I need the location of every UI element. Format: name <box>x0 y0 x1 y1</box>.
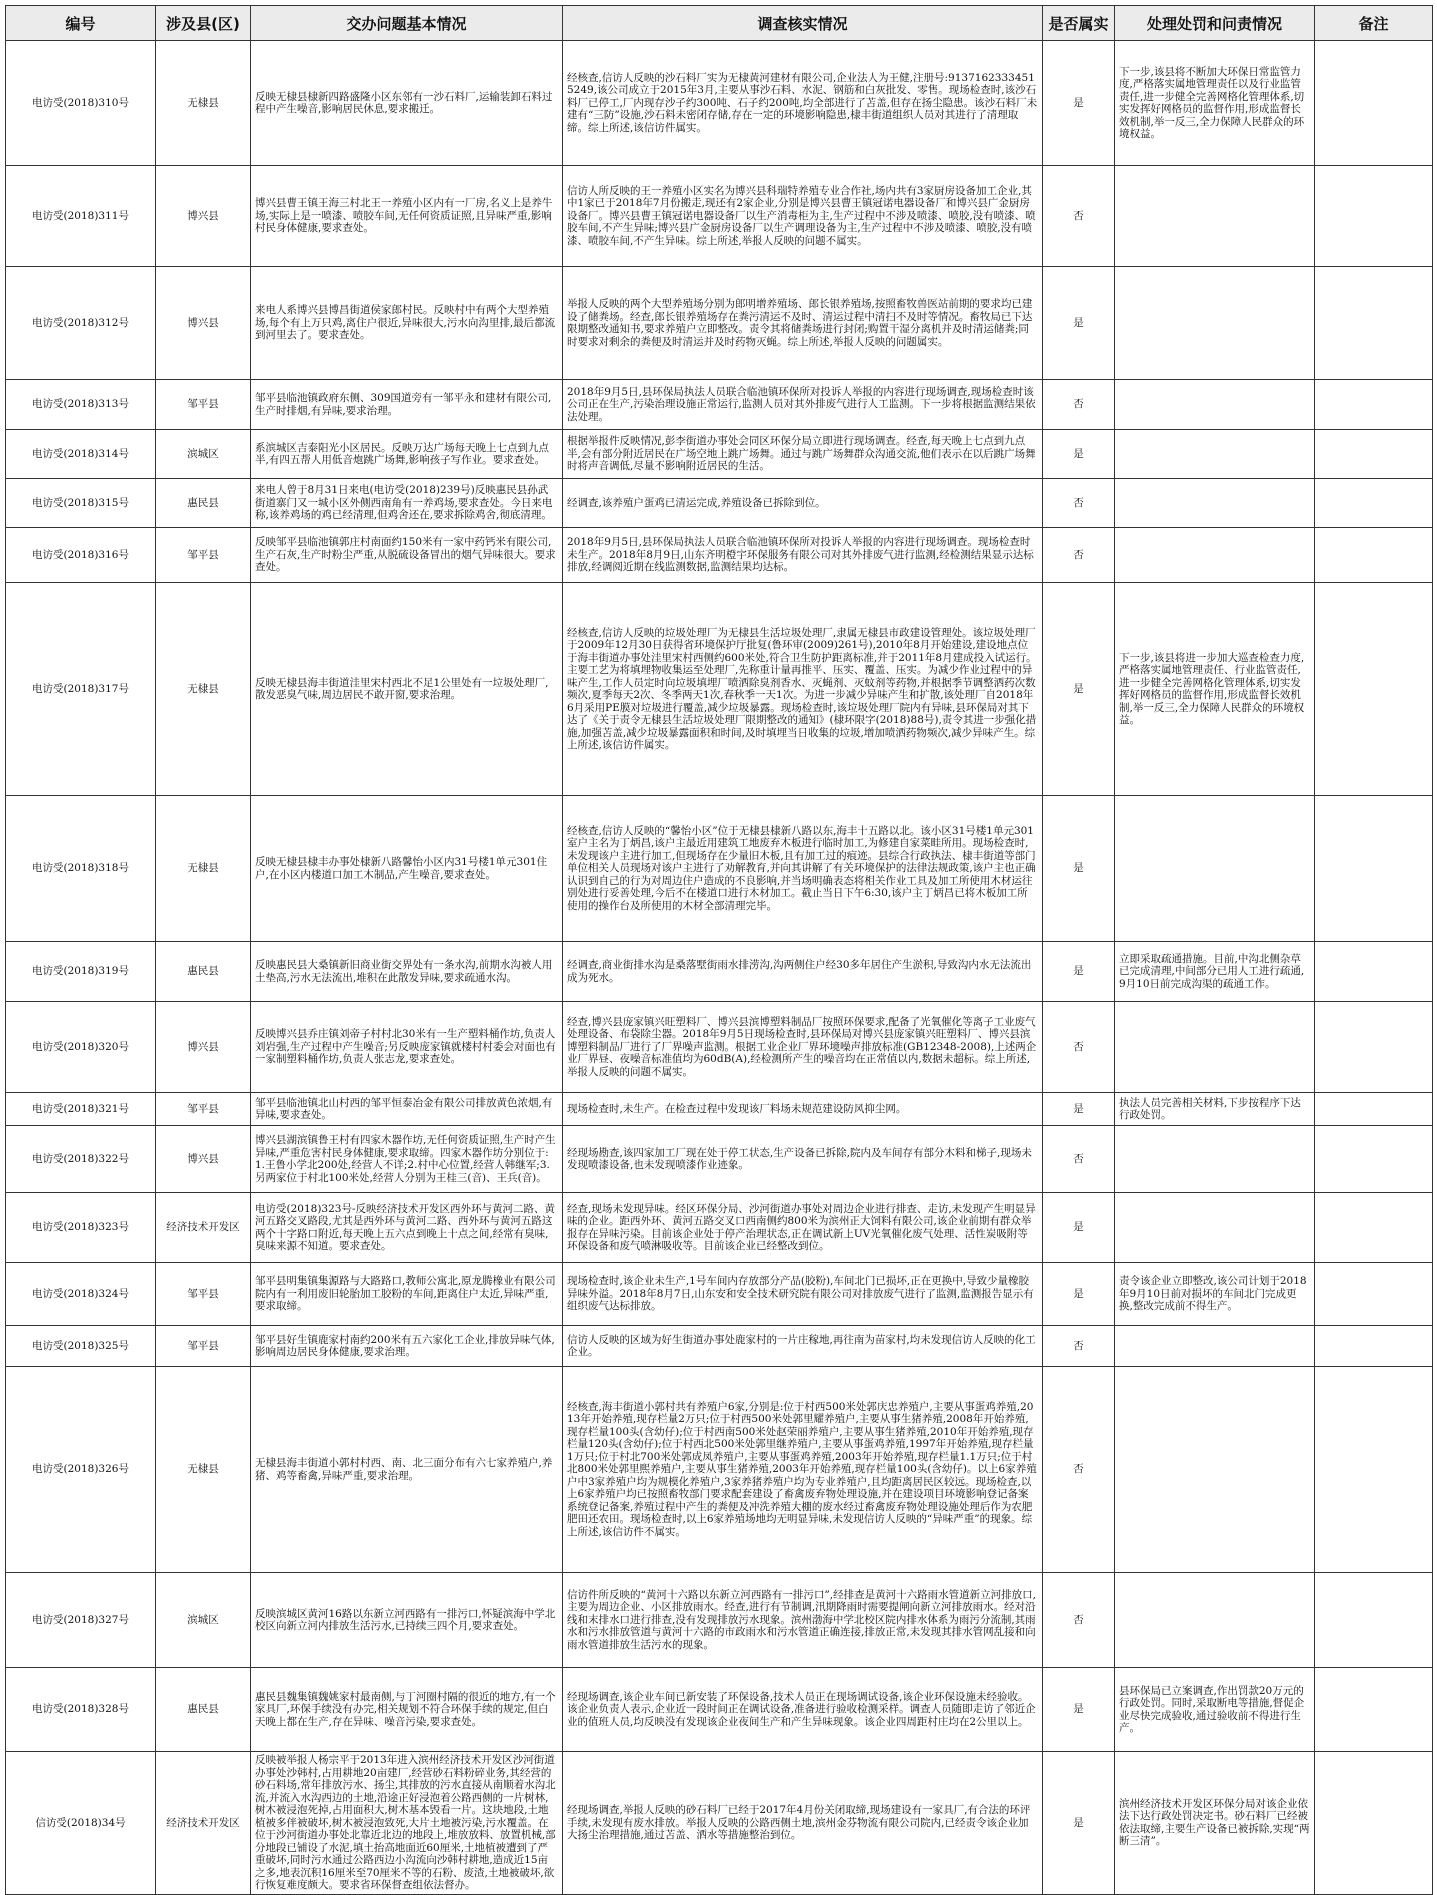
row-code: 电访受(2018)317号 <box>6 583 156 796</box>
row-flag: 是 <box>1043 1193 1115 1263</box>
row-issue: 反映无棣县棣丰办事处棣新八路馨怡小区内31号楼1单元301住户,在小区内楼道口加工木制品,产生噪音,要求查处。 <box>251 796 563 942</box>
row-code: 电访受(2018)316号 <box>6 528 156 583</box>
row-note <box>1315 1573 1433 1668</box>
row-handle <box>1115 1573 1315 1668</box>
row-flag: 是 <box>1043 1093 1115 1126</box>
table-row <box>6 1193 1433 1263</box>
row-flag: 是 <box>1043 796 1115 942</box>
row-code: 电访受(2018)313号 <box>6 380 156 430</box>
row-county: 惠民县 <box>156 942 251 1002</box>
row-issue: 邹平县临池镇北山村西的邹平恒泰冶金有限公司排放黄色浓烟,有异味,要求查处。 <box>251 1093 563 1126</box>
row-flag: 否 <box>1043 1126 1115 1193</box>
table-row <box>6 1573 1433 1668</box>
row-flag: 否 <box>1043 1326 1115 1367</box>
row-note <box>1315 479 1433 528</box>
row-issue: 反映无棣县海丰街道洼里宋村西北不足1公里处有一垃圾处理厂,散发恶臭气味,周边居民不敢开窗,要求治理。 <box>251 583 563 796</box>
row-note <box>1315 1126 1433 1193</box>
row-handle <box>1115 1193 1315 1263</box>
row-county: 博兴县 <box>156 166 251 267</box>
row-flag: 否 <box>1043 380 1115 430</box>
header-row <box>6 6 1433 41</box>
row-county: 滨城区 <box>156 430 251 479</box>
row-flag: 是 <box>1043 1752 1115 1895</box>
table-row <box>6 796 1433 942</box>
row-flag: 是 <box>1043 267 1115 380</box>
row-verify: 根据举报件反映情况,彭李街道办事处会同区环保分局立即进行现场调查。经查,每天晚上七点到九点半,会有部分附近居民在广场空地上跳广场舞。通过与跳广场舞群众沟通交流,他们表示在以后跳广场舞时将声音调低,尽量不影响附近居民的生活。 <box>563 430 1043 479</box>
row-county: 博兴县 <box>156 267 251 380</box>
row-county: 无棣县 <box>156 41 251 166</box>
row-handle <box>1115 528 1315 583</box>
row-county: 博兴县 <box>156 1126 251 1193</box>
row-county: 惠民县 <box>156 479 251 528</box>
col-header-note: 备注 <box>1315 6 1433 41</box>
col-header-flag: 是否属实 <box>1043 6 1115 41</box>
row-verify: 经查,博兴县庞家镇兴旺塑料厂、博兴县滨博塑料制品厂按照环保要求,配备了光氧催化等离子工业废气处理设备、布袋除尘器。2018年9月5日现场检查时,县环保局对博兴县庞家镇兴旺塑料厂、博兴县滨博塑料制品厂进行了厂界噪声监测。根据工业企业厂界环境噪声排放标准(GB12348-2008),上述两企业厂界昼、夜噪音标准值均为60dB(A),经检测所产生的噪音均在正常值以内,数据未超标。综上所述,举报人反映的问题不属实。 <box>563 1002 1043 1093</box>
row-code: 电访受(2018)312号 <box>6 267 156 380</box>
row-flag: 否 <box>1043 1367 1115 1573</box>
row-issue: 来电人曾于8月31日来电(电访受(2018)239号)反映惠民县孙武街道寨门又一城小区外侧西南角有一养鸡场,要求查处。今日来电称,该养鸡场的鸡已经清理,但鸡舍还在,要求拆除鸡舍,彻底清理。 <box>251 479 563 528</box>
row-verify: 信访人反映的区域为好生街道办事处鹿家村的一片庄稼地,再往南为苗家村,均未发现信访人反映的化工企业。 <box>563 1326 1043 1367</box>
row-flag: 否 <box>1043 528 1115 583</box>
row-note <box>1315 942 1433 1002</box>
row-verify: 现场检查时,未生产。在检查过程中发现该厂料场未规范建设防风抑尘网。 <box>563 1093 1043 1126</box>
row-issue: 邹平县临池镇政府东侧、309国道旁有一邹平永和建材有限公司,生产时排烟,有异味,要求治理。 <box>251 380 563 430</box>
row-issue: 来电人系博兴县博昌街道侯家郎村民。反映村中有两个大型养殖场,每个有上万只鸡,离住户很近,异味很大,污水向沟里排,最后都流到河里去了。要求查处。 <box>251 267 563 380</box>
row-county: 邹平县 <box>156 1263 251 1326</box>
table-row <box>6 430 1433 479</box>
row-verify: 经核查,信访人反映的“馨怡小区”位于无棣县棣新八路以东,海丰十五路以北。该小区31号楼1单元301室户主名为丁炳昌,该户主最近用建筑工地废弃木板进行临时加工,为修建自家菜畦所用。现场检查时,未发现该户主进行加工,但现场存在少量旧木板,且有加工过的痕迹。县综合行政执法、棣丰街道等部门单位相关人员现场对该户主进行了劝解教育,并向其讲解了有关环境保护的法律法规政策,该户主也正确认识到自己的行为对周边住户造成的不良影响,并当场明确表态将相关作业工具及加工所使用木材运往别处进行妥善处理,今后不在楼道口进行木材加工。截止当日下午6:30,该户主丁炳昌已将木板加工所使用的操作台及所使用的木材全部清理完毕。 <box>563 796 1043 942</box>
row-code: 电访受(2018)311号 <box>6 166 156 267</box>
table-row <box>6 479 1433 528</box>
row-handle <box>1115 1367 1315 1573</box>
row-code: 电访受(2018)314号 <box>6 430 156 479</box>
row-note <box>1315 528 1433 583</box>
row-note <box>1315 1367 1433 1573</box>
row-county: 无棣县 <box>156 1367 251 1573</box>
row-code: 电访受(2018)325号 <box>6 1326 156 1367</box>
row-note <box>1315 166 1433 267</box>
row-code: 电访受(2018)327号 <box>6 1573 156 1668</box>
row-handle: 滨州经济技术开发区环保分局对该企业依法下达行政处罚决定书。砂石料厂已经被依法取缔,主要生产设备已被拆除,实现“两断三清”。 <box>1115 1752 1315 1895</box>
row-code: 电访受(2018)323号 <box>6 1193 156 1263</box>
row-issue: 系滨城区吉泰阳光小区居民。反映万达广场每天晚上七点到九点半,有四五帮人用低音炮跳广场舞,影响孩子写作业。要求查处。 <box>251 430 563 479</box>
row-county: 邹平县 <box>156 380 251 430</box>
row-verify: 2018年9月5日,县环保局执法人员联合临池镇环保所对投诉人举报的内容进行现场调查,现场检查时该公司正在生产,污染治理设施正常运行,监测人员对其外排废气进行人工监测。下一步将根据监测结果依法处理。 <box>563 380 1043 430</box>
row-code: 电访受(2018)321号 <box>6 1093 156 1126</box>
table-row <box>6 41 1433 166</box>
row-issue: 反映无棣县棣新四路盛隆小区东邻有一沙石料厂,运输装卸石料过程中产生噪音,影响居民休息,要求搬迁。 <box>251 41 563 166</box>
col-header-handle: 处理处罚和问责情况 <box>1115 6 1315 41</box>
table-row <box>6 583 1433 796</box>
row-code: 信访受(2018)34号 <box>6 1752 156 1895</box>
row-verify: 经现场调查,举报人反映的砂石料厂已经于2017年4月份关闭取缔,现场建设有一家具厂,有合法的环评手续,未发现有废水排放。举报人反映的公路西侧土地,滨州金芬物流有限公司院内,已经责令该企业加大扬尘治理措施,通过苫盖、洒水等措施整治到位。 <box>563 1752 1043 1895</box>
row-handle: 立即采取疏通措施。目前,中沟北侧杂草已完成清理,中间部分已用人工进行疏通,9月10日前完成沟渠的疏通工作。 <box>1115 942 1315 1002</box>
row-verify: 经现场调查,该企业车间已新安装了环保设备,技术人员正在现场调试设备,该企业环保设施未经验收。该企业负责人表示,企业近一段时间正在调试设备,准备进行验收检测采样。调查人员随即走访了邻近企业的值班人员,均反映没有发现该企业夜间生产和产生异味现象。该企业四周距村庄均在2公里以上。 <box>563 1668 1043 1752</box>
row-county: 邹平县 <box>156 528 251 583</box>
table-row <box>6 1002 1433 1093</box>
row-handle: 县环保局已立案调查,作出罚款20万元的行政处罚。同时,采取断电等措施,督促企业尽快完成验收,通过验收前不得进行生产。 <box>1115 1668 1315 1752</box>
row-code: 电访受(2018)320号 <box>6 1002 156 1093</box>
row-handle <box>1115 166 1315 267</box>
report-table <box>5 5 1433 1895</box>
row-county: 惠民县 <box>156 1668 251 1752</box>
row-handle: 执法人员完善相关材料,下步按程序下达行政处罚。 <box>1115 1093 1315 1126</box>
row-note <box>1315 1002 1433 1093</box>
col-header-code: 编号 <box>6 6 156 41</box>
row-county: 无棣县 <box>156 583 251 796</box>
row-code: 电访受(2018)326号 <box>6 1367 156 1573</box>
row-code: 电访受(2018)310号 <box>6 41 156 166</box>
row-code: 电访受(2018)322号 <box>6 1126 156 1193</box>
row-issue: 反映滨城区黄河16路以东新立河西路有一排污口,怀疑滨海中学北校区向新立河内排放生活污水,已持续三四个月,要求查处。 <box>251 1573 563 1668</box>
row-flag: 否 <box>1043 1002 1115 1093</box>
row-flag: 是 <box>1043 41 1115 166</box>
row-note <box>1315 41 1433 166</box>
row-issue: 反映被举报人杨宗平于2013年进入滨州经济技术开发区沙河街道办事处沙韩村,占用耕地20亩建厂,经营砂石料粉碎业务,其经营的砂石料场,常年排放污水、扬尘,其排放的污水直接从南顺着水沟北流,并流入水沟西边的土地,沿途正好浸泡着公路西侧的一片树林,树木被浸泡死掉,占用面积大,树木基本毁看一片。这块地段,土地植被多伴被破坏,树木被浸泡致死,大片土地被污染,污水覆盖。在位于沙河街道办事处北靠近北边的地段上,堆放放料、放置机械,部分地段已铺设了水泥,填土抬高地面近60厘米,土地植被遭到了严重破坏,同时污水通过公路西边小沟流向沙韩村耕地,造成近15亩之多,地表沉积16厘米至70厘米不等的石粉、废渣,土地被破坏,欲行恢复难度颇大。要求省环保督查组依法督办。 <box>251 1752 563 1895</box>
row-code: 电访受(2018)328号 <box>6 1668 156 1752</box>
row-handle: 责令该企业立即整改,该公司计划于2018年9月10日前对损坏的车间北门完成更换,整改完成前不得生产。 <box>1115 1263 1315 1326</box>
row-issue: 博兴县曹王镇王海三村北王一养殖小区内有一厂房,名义上是养牛场,实际上是一喷漆、喷胶车间,无任何资质证照,且异味严重,影响村民身体健康,要求查处。 <box>251 166 563 267</box>
table-row <box>6 1126 1433 1193</box>
row-verify: 经查,现场未发现异味。经区环保分局、沙河街道办事处对周边企业进行排查、走访,未发现产生明显异味的企业。距西外环、黄河五路交叉口西南侧约800米为滨州正大饲料有限公司,该企业前期有群众举报存在异味污染。目前该企业处于停产治理状态,正在调试新上UV光氧催化废气处理、活性炭吸附等环保设备和废气喷淋吸收等。目前该企业已经整改到位。 <box>563 1193 1043 1263</box>
row-verify: 经核查,海丰街道小郭村共有养殖户6家,分别是:位于村西500米处郭庆忠养殖户,主要从事蛋鸡养殖,2013年开始养殖,现存栏量2万只;位于村西500米处郭里耀养殖户,主要从事生猪养殖,2008年开始养殖,现存栏量100头(含幼仔);位于村西南500米处赵荣丽养殖户,主要从事生猪养殖,2010年开始养殖,现存栏量120头(含幼仔);位于村西北500米处郭里继养殖户,主要从事蛋鸡养殖,1997年开始养殖,现存栏量1万只;位于村北700米处郭成凤养殖户,主要从事蛋鸡养殖,2003年开始养殖,现存栏量1.1万只;位于村北800米处郭里熙养殖户,主要从事生猪养殖,2003年开始养殖,现存栏量100头(含幼仔)。以上6家养殖户中3家养殖户均为规模化养殖户,3家养猪养殖户均为专业养殖户,且均距离居民区较远。现场检查,以上6家养殖户均已按照畜牧部门要求配套建设了畜禽废弃物处理设施,并在建设项目环境影响登记备案系统登记备案,养殖过程中产生的粪便及冲洗养殖大棚的废水经过畜禽废弃物处理设施处理后作为农肥肥田还农田。现场检查时,以上6家养殖场地均无明显异味,未发现信访人反映的“异味严重”的现象。综上所述,该信访件不属实。 <box>563 1367 1043 1573</box>
row-verify: 经调查,商业街排水沟是桑落墅街雨水排涝沟,沟两侧住户经30多年居住产生淤积,导致沟内水无法流出成为死水。 <box>563 942 1043 1002</box>
row-issue: 惠民县魏集镇魏姚家村最南侧,与丁河圈村隔的很近的地方,有一个家具厂,环保手续没有办完,相关规划不符合环保手续的规定,但白天晚上都在生产,存在异味、噪音污染,要求查处。 <box>251 1668 563 1752</box>
row-handle <box>1115 796 1315 942</box>
row-note <box>1315 1752 1433 1895</box>
row-verify: 经现场勘查,该四家加工厂现在处于停工状态,生产设备已拆除,院内及车间存有部分木料和梯子,现场未发现喷漆设备,也未发现喷漆作业迹象。 <box>563 1126 1043 1193</box>
row-note <box>1315 1668 1433 1752</box>
table-row <box>6 1752 1433 1895</box>
row-county: 经济技术开发区 <box>156 1752 251 1895</box>
row-code: 电访受(2018)315号 <box>6 479 156 528</box>
table-row <box>6 1263 1433 1326</box>
col-header-county: 涉及县(区) <box>156 6 251 41</box>
row-verify: 信访件所反映的“黄河十六路以东新立河西路有一排污口”,经排查是黄河十六路雨水管道新立河排放口,主要为周边企业、小区排放雨水。经查,进行有节制调,汛期降雨时需要提闸向新立河排放雨水。经对沿线和末排水口进行排查,没有发现排放污水现象。滨州渤海中学北校区院内排水体系为雨污分流制,其雨水和污水排放管道与黄河十六路的市政雨水和污水管道正确连接,排放正常,未发现其排水管网乱接和向雨水管道排放生活污水的现象。 <box>563 1573 1043 1668</box>
row-flag: 否 <box>1043 479 1115 528</box>
row-verify: 现场检查时,该企业未生产,1号车间内存放部分产品(胶粉),车间北门已损坏,正在更换中,导致少量橡胶异味外溢。2018年8月7日,山东安和安全技术研究院有限公司对排放废气进行了监测,监测报告显示有组织废气达标排放。 <box>563 1263 1043 1326</box>
row-note <box>1315 1093 1433 1126</box>
row-county: 无棣县 <box>156 796 251 942</box>
row-flag: 是 <box>1043 583 1115 796</box>
row-issue: 邹平县明集镇集源路与大路路口,教师公寓北,原龙腾橡业有限公司院内有一利用废旧轮胎加工胶粉的车间,距离住户太近,异味严重,要求取缔。 <box>251 1263 563 1326</box>
col-header-verify: 调查核实情况 <box>563 6 1043 41</box>
row-county: 邹平县 <box>156 1326 251 1367</box>
row-code: 电访受(2018)318号 <box>6 796 156 942</box>
row-handle: 下一步,该县将不断加大环保日常监管力度,严格落实属地管理责任以及行业监管责任,进一步健全完善网格化管理体系,切实发挥好网格员的监督作用,形成监督长效机制,举一反三,全力保障人民群众的环境权益。 <box>1115 41 1315 166</box>
row-note <box>1315 1193 1433 1263</box>
row-issue: 反映博兴县乔庄镇刘帝子村村北30米有一生产塑料桶作坊,负责人刘岩强,生产过程中产生噪音;另反映庞家镇就楼村村委会对面也有一家制塑料桶作坊,负责人张志龙,要求查处。 <box>251 1002 563 1093</box>
table-row <box>6 1326 1433 1367</box>
row-note <box>1315 583 1433 796</box>
table-row <box>6 942 1433 1002</box>
row-county: 经济技术开发区 <box>156 1193 251 1263</box>
row-issue: 邹平县好生镇鹿家村南约200米有五六家化工企业,排放异味气体,影响周边居民身体健康,要求治理。 <box>251 1326 563 1367</box>
row-handle <box>1115 380 1315 430</box>
row-county: 邹平县 <box>156 1093 251 1126</box>
row-verify: 经核查,信访人反映的垃圾处理厂为无棣县生活垃圾处理厂,隶属无棣县市政建设管理处。该垃圾处理厂于2009年12月30日获得省环境保护厅批复(鲁环审(2009)261号),2010年8月开始建设,建设地点位于海丰街道办事处洼里宋村西侧约600米处,符合卫生防护距离标准,并于2011年8月建成投入试运行。主要工艺为将填埋物收集运至处理厂,先称重计量再推平、压实、覆盖、压实。为减少作业过程中的异味产生,工作人员定时向垃圾填埋厂喷洒除臭剂香水、灭蝇剂、灭蚊剂等药物,并根据季节调整洒药次数频次,夏季每天2次、冬季两天1次,春秋季一天1次。为进一步减少异味产生和扩散,该处理厂自2018年6月采用PE膜对垃圾进行覆盖,减少垃圾暴露。现场检查时,该垃圾处理厂院内有异味,县环保局对其下达了《关于责令无棣县生活垃圾处理厂限期整改的通知》(棣环限字(2018)88号),责令其进一步强化措施,加强苫盖,减少垃圾暴露面积和时间,及时填埋当日收集的垃圾,增加喷洒药物频次,减少异味产生。综上所述,该信访件属实。 <box>563 583 1043 796</box>
table-row <box>6 1367 1433 1573</box>
row-handle <box>1115 1126 1315 1193</box>
row-flag: 否 <box>1043 1573 1115 1668</box>
row-handle <box>1115 1326 1315 1367</box>
table-row <box>6 166 1433 267</box>
col-header-issue: 交办问题基本情况 <box>251 6 563 41</box>
row-issue: 反映邹平县临池镇郭庄村南面约150米有一家中药钙米有限公司,生产石灰,生产时粉尘严重,从脱硫设备冒出的烟气异味很大。要求查处。 <box>251 528 563 583</box>
row-note <box>1315 267 1433 380</box>
row-issue: 反映惠民县大桑镇新旧商业街交界处有一条水沟,前期水沟被人用土垫高,污水无法流出,堆积在此散发异味,要求疏通水沟。 <box>251 942 563 1002</box>
row-issue: 电访受(2018)323号-反映经济技术开发区西外环与黄河二路、黄河五路交叉路段,尤其是西外环与黄河二路、西外环与黄河五路这两个十字路口附近,每天晚上五六点到晚上十点之间,经常有臭味,臭味来源不知道。要求查处。 <box>251 1193 563 1263</box>
row-verify: 举报人反映的两个大型养殖场分别为郎明增养殖场、郎长银养殖场,按照畜牧兽医站前期的要求均已建设了储粪场。经查,郎长银养殖场存在粪污清运不及时、清运过程中清扫不及时等情况。畜牧局已下达限期整改通知书,要求养殖户立即整改。责令其将储粪场进行封闭;购置干湿分离机并及时清运储粪;同时要求对剩余的粪便及时清运并及时药物灭蝇。综上所述,举报人反映的问题属实。 <box>563 267 1043 380</box>
row-note <box>1315 380 1433 430</box>
row-verify: 信访人所反映的王一养殖小区实名为博兴县科瑞特养殖专业合作社,场内共有3家厨房设备加工企业,其中1家已于2018年7月份搬走,现还有2家企业,分别是博兴县曹王镇冠诺电器设备厂和博兴县广金厨房设备厂。博兴县曹王镇冠诺电器设备厂以生产消毒柜为主,生产过程中不涉及喷漆、喷胶,没有喷漆、喷胶车间,不产生异味;博兴县广金厨房设备厂以生产调理设备为主,生产过程中不涉及喷漆、喷胶,没有喷漆、喷胶车间,不产生异味。综上所述,举报人反映的问题不属实。 <box>563 166 1043 267</box>
row-handle <box>1115 430 1315 479</box>
table-row <box>6 1093 1433 1126</box>
row-verify: 经调查,该养殖户蛋鸡已清运完成,养殖设备已拆除到位。 <box>563 479 1043 528</box>
row-flag: 是 <box>1043 1263 1115 1326</box>
row-handle <box>1115 479 1315 528</box>
row-issue: 博兴县湖滨镇鲁王村有四家木器作坊,无任何资质证照,生产时产生异味,严重危害村民身体健康,要求取缔。四家木器作坊分别位于:1.王鲁小学北200处,经营人不详;2.村中心位置,经营人韩继军;3.另两家位于村北100米处,经营人分别为王桂三(音)、王兵(音)。 <box>251 1126 563 1193</box>
row-flag: 是 <box>1043 1668 1115 1752</box>
row-handle: 下一步,该县将进一步加大巡查检查力度,严格落实属地管理责任、行业监管责任,进一步健全完善网格化管理体系,切实发挥好网格员的监督作用,形成监督长效机制,举一反三,全力保障人民群众的环境权益。 <box>1115 583 1315 796</box>
row-note <box>1315 796 1433 942</box>
table-row <box>6 380 1433 430</box>
row-flag: 是 <box>1043 430 1115 479</box>
row-county: 博兴县 <box>156 1002 251 1093</box>
row-verify: 经核查,信访人反映的沙石料厂实为无棣黄河建材有限公司,企业法人为王健,注册号:91371623334515249,该公司成立于2015年3月,主要从事沙石料、水泥、钢筋和白灰批发、零售。现场检查时,该沙石料厂已停工,厂内现存沙子约300吨、石子约200吨,均全部进行了苫盖,但存在扬尘隐患。该沙石料厂未建有“三防”设施,沙石料未密闭存储,存在一定的环境影响隐患,棣丰街道组织人员对其进行了清理取缔。综上所述,该信访件属实。 <box>563 41 1043 166</box>
row-handle <box>1115 267 1315 380</box>
row-handle <box>1115 1002 1315 1093</box>
row-note <box>1315 1326 1433 1367</box>
row-flag: 是 <box>1043 942 1115 1002</box>
table-row <box>6 1668 1433 1752</box>
row-county: 滨城区 <box>156 1573 251 1668</box>
row-verify: 2018年9月5日,县环保局执法人员联合临池镇环保所对投诉人举报的内容进行现场调查。现场检查时未生产。2018年8月9日,山东齐明橙宇环保服务有限公司对其外排废气进行监测,经检测结果显示达标排放,经调阅近期在线监测数据,监测结果均达标。 <box>563 528 1043 583</box>
row-note <box>1315 1263 1433 1326</box>
row-note <box>1315 430 1433 479</box>
table-row <box>6 267 1433 380</box>
row-issue: 无棣县海丰街道小郭村村西、南、北三面分布有六七家养殖户,养猪、鸡等畜禽,异味严重,要求治理。 <box>251 1367 563 1573</box>
row-code: 电访受(2018)319号 <box>6 942 156 1002</box>
table-row <box>6 528 1433 583</box>
row-code: 电访受(2018)324号 <box>6 1263 156 1326</box>
row-flag: 否 <box>1043 166 1115 267</box>
